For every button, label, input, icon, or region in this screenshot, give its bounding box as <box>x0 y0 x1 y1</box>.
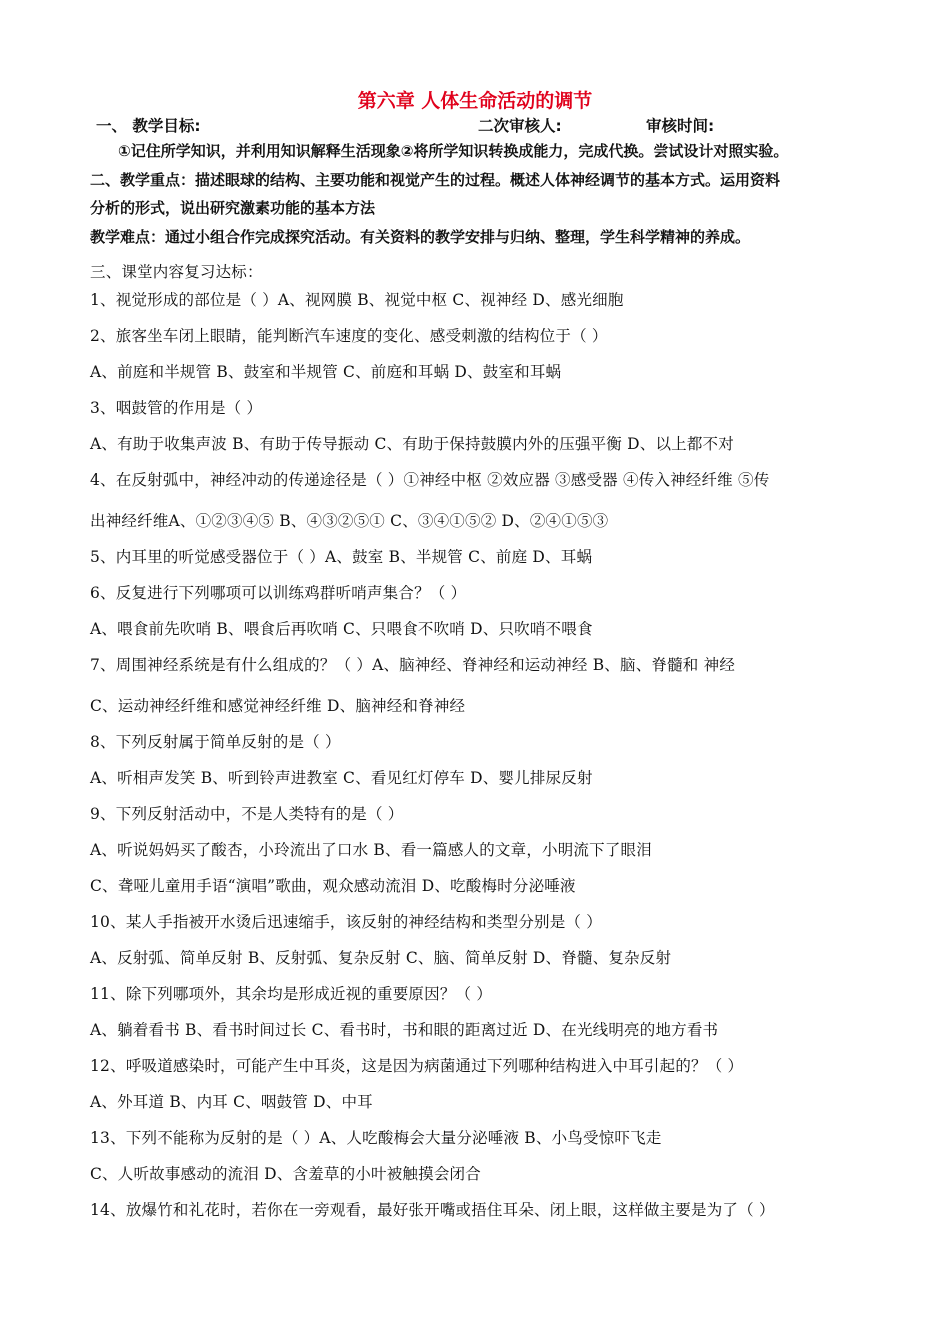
reviewer-label: 二次审核人: <box>478 117 562 135</box>
question-line: 11、除下列哪项外，其余均是形成近视的重要原因？（ ） <box>90 985 493 1003</box>
answer-options: C、人听故事感动的流泪 D、含羞草的小叶被触摸会闭合 <box>90 1165 481 1183</box>
question-line: 12、呼吸道感染时，可能产生中耳炎，这是因为病菌通过下列哪种结构进入中耳引起的？（ ） <box>90 1057 744 1075</box>
question-line: 3、咽鼓管的作用是（ ） <box>90 399 263 417</box>
answer-options: C、聋哑儿童用手语“演唱”歌曲，观众感动流泪 D、吃酸梅时分泌唾液 <box>90 877 576 895</box>
question-line: 2、旅客坐车闭上眼睛，能判断汽车速度的变化、感受刺激的结构位于（ ） <box>90 327 608 345</box>
page-title: 第六章 人体生命活动的调节 <box>357 90 593 112</box>
answer-options: A、喂食前先吹哨 B、喂食后再吹哨 C、只喂食不吹哨 D、只吹哨不喂食 <box>90 620 593 638</box>
question-line: 7、周围神经系统是有什么组成的？（ ）A、脑神经、脊神经和运动神经 B、脑、脊髓和 神经 <box>90 656 736 674</box>
review-time-label: 审核时间: <box>646 117 715 135</box>
answer-options: A、前庭和半规管 B、鼓室和半规管 C、前庭和耳蜗 D、鼓室和耳蜗 <box>90 363 562 381</box>
answer-options: C、运动神经纤维和感觉神经纤维 D、脑神经和脊神经 <box>90 697 466 715</box>
key-points-line-1: 二、教学重点：描述眼球的结构、主要功能和视觉产生的过程。概述人体神经调节的基本方式。运用资料 <box>90 171 781 189</box>
teaching-goal-label: 一、 教学目标: <box>96 117 201 135</box>
answer-options: A、听相声发笑 B、听到铃声进教室 C、看见红灯停车 D、婴儿排尿反射 <box>90 769 593 787</box>
question-line: 5、内耳里的听觉感受器位于（ ）A、鼓室 B、半规管 C、前庭 D、耳蜗 <box>90 548 593 566</box>
question-line: 10、某人手指被开水烫后迅速缩手，该反射的神经结构和类型分别是（ ） <box>90 913 602 931</box>
question-line: 13、下列不能称为反射的是（ ）A、人吃酸梅会大量分泌唾液 B、小鸟受惊吓飞走 <box>90 1129 662 1147</box>
question-line: 14、放爆竹和礼花时，若你在一旁观看，最好张开嘴或捂住耳朵、闭上眼，这样做主要是为了（ ） <box>90 1201 775 1219</box>
difficulty-text: 教学难点：通过小组合作完成探究活动。有关资料的教学安排与归纳、整理，学生科学精神的养成。 <box>90 228 751 246</box>
answer-options: A、听说妈妈买了酸杏，小玲流出了口水 B、看一篇感人的文章，小明流下了眼泪 <box>90 841 652 859</box>
section-heading: 三、课堂内容复习达标： <box>90 263 263 281</box>
question-line: 1、视觉形成的部位是（ ）A、视网膜 B、视觉中枢 C、视神经 D、感光细胞 <box>90 291 624 309</box>
question-line: 9、下列反射活动中，不是人类特有的是（ ） <box>90 805 404 823</box>
answer-options: A、躺着看书 B、看书时间过长 C、看书时，书和眼的距离过近 D、在光线明亮的地方看书 <box>90 1021 719 1039</box>
question-line: 6、反复进行下列哪项可以训练鸡群听哨声集合？（ ） <box>90 584 467 602</box>
question-line: 8、下列反射属于简单反射的是（ ） <box>90 733 341 751</box>
answer-options: 出神经纤维A、①②③④⑤ B、④③②⑤① C、③④①⑤② D、②④①⑤③ <box>90 512 609 530</box>
answer-options: A、有助于收集声波 B、有助于传导振动 C、有助于保持鼓膜内外的压强平衡 D、以上都不对 <box>90 435 734 453</box>
question-line: 4、在反射弧中，神经冲动的传递途径是（ ）①神经中枢 ②效应器 ③感受器 ④传入神经纤维 ⑤传 <box>90 471 770 489</box>
answer-options: A、反射弧、简单反射 B、反射弧、复杂反射 C、脑、简单反射 D、脊髓、复杂反射 <box>90 949 672 967</box>
key-points-line-2: 分析的形式，说出研究激素功能的基本方法 <box>90 199 376 217</box>
answer-options: A、外耳道 B、内耳 C、咽鼓管 D、中耳 <box>90 1093 373 1111</box>
goal-text: ①记住所学知识，并利用知识解释生活现象②将所学知识转换成能力，完成代换。尝试设计对照实验。 <box>118 142 789 160</box>
